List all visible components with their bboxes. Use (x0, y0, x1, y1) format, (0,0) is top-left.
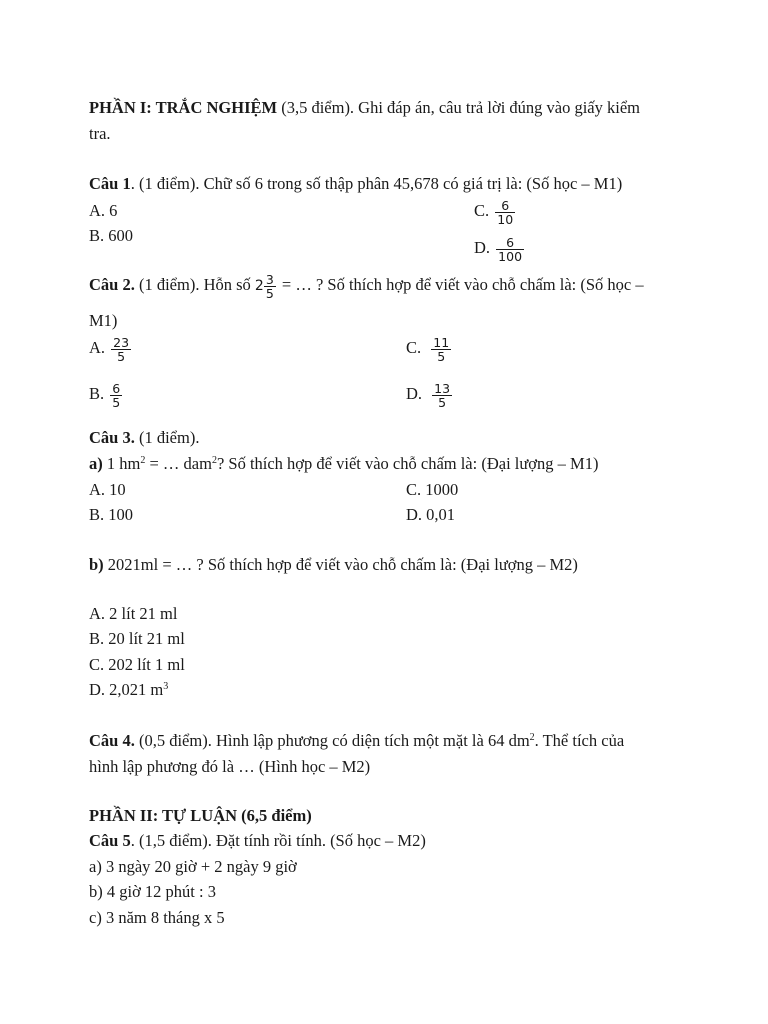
q3-text: (1 điểm). (134, 428, 200, 447)
part2-title: PHẦN II: TỰ LUẬN (6,5 điểm) (89, 806, 312, 825)
q2-option-a-fraction (111, 336, 131, 363)
q2-stem (89, 268, 644, 303)
q3b-option-a: A. 2 lít 21 ml (89, 604, 178, 623)
q5-text: . (1,5 điểm). Đặt tính rồi tính. (Số học – M2) (130, 831, 426, 850)
q1-option-d (474, 231, 526, 265)
q3a-sup-1: 2 (140, 455, 146, 466)
q5-item-c: c) 3 năm 8 tháng x 5 (89, 908, 225, 927)
q2-label: Câu 2. (89, 275, 135, 294)
q2-mixed-fraction (264, 273, 276, 300)
fraction-numerator: 6 (506, 234, 515, 250)
q2-option-d-prefix: D. (406, 384, 423, 403)
q3a-stem (89, 454, 598, 474)
q1-option-b: B. 600 (89, 226, 134, 245)
q2-option-a (89, 331, 133, 365)
q1-option-c-prefix: C. (474, 201, 490, 220)
q3b-option-b: B. 20 lít 21 ml (89, 629, 185, 648)
q1-option-a: A. 6 (89, 201, 118, 220)
q3a-label: a) (89, 454, 103, 473)
q2-option-b-prefix: B. (89, 384, 105, 403)
q1-option-d-prefix: D. (474, 238, 491, 257)
fraction-numerator: 6 (112, 380, 121, 396)
q3b-label: b) (89, 555, 104, 574)
fraction-numerator: 3 (265, 271, 274, 287)
q5-stem (89, 831, 426, 851)
q2-option-c-prefix: C. (406, 338, 422, 357)
q2-option-c-fraction (431, 336, 451, 363)
part1-intro: (3,5 điểm). Ghi đáp án, câu trả lời đúng vào giấy kiểm (277, 98, 640, 117)
q1-option-d-fraction (496, 236, 524, 263)
q5-item-a: a) 3 ngày 20 giờ + 2 ngày 9 giờ (89, 857, 297, 876)
q1-label: Câu 1 (89, 174, 131, 193)
part1-heading (89, 98, 640, 118)
q2-option-b (89, 377, 124, 411)
q3a-text-1: 1 hm (102, 454, 141, 473)
q4-sup: 2 (529, 732, 535, 743)
fraction-denominator: 5 (111, 349, 131, 363)
q3b-option-d-text: D. 2,021 m (89, 680, 164, 699)
q2-stem-cont: M1) (89, 311, 118, 330)
q2-option-c (406, 331, 453, 365)
q1-stem (89, 174, 622, 194)
q2-option-b-fraction (110, 382, 122, 409)
q2-option-a-prefix: A. (89, 338, 106, 357)
fraction-numerator: 6 (501, 197, 510, 213)
fraction-denominator: 5 (265, 285, 274, 301)
q4-text-2: . Thể tích của (534, 731, 625, 750)
q3a-option-d: D. 0,01 (406, 505, 456, 524)
q3-stem (89, 428, 199, 448)
q3b-text: 2021ml = … ? Số thích hợp để viết vào chỗ chấm là: (Đại lượng – M2) (103, 555, 578, 574)
q3a-text-3: ? Số thích hợp để viết vào chỗ chấm là: (Đại lượng – M1) (216, 454, 599, 473)
q2-text-after: = … ? Số thích hợp để viết vào chỗ chấm là: (Số học – (277, 275, 644, 294)
q3b-stem (89, 555, 578, 575)
fraction-numerator: 11 (433, 334, 450, 350)
q1-text: . (1 điểm). Chữ số 6 trong số thập phân 45,678 có giá trị là: (Số học – M1) (130, 174, 623, 193)
q1-option-c-fraction (495, 199, 515, 226)
q3b-option-d (89, 680, 168, 700)
fraction-denominator: 5 (432, 395, 452, 409)
q2-mixed-whole: 2 (254, 278, 264, 294)
q3a-option-c: C. 1000 (406, 480, 459, 499)
q4-stem (89, 731, 624, 751)
q1-option-c (474, 194, 517, 228)
q3a-text-2: = … dam (145, 454, 212, 473)
fraction-denominator: 100 (498, 248, 523, 264)
fraction-numerator: 13 (434, 380, 451, 396)
q4-stem-cont: hình lập phương đó là … (Hình học – M2) (89, 757, 371, 776)
q3a-option-a: A. 10 (89, 480, 126, 499)
part1-title: PHẦN I: TRẮC NGHIỆM (89, 98, 278, 117)
q3a-option-b: B. 100 (89, 505, 134, 524)
fraction-numerator: 23 (113, 334, 130, 350)
part1-intro-cont: tra. (89, 124, 111, 143)
q3b-option-d-sup: 3 (163, 681, 169, 692)
q3-label: Câu 3. (89, 428, 135, 447)
q2-text-before: (1 điểm). Hỗn số (134, 275, 255, 294)
q2-option-d-fraction (432, 382, 452, 409)
q3a-sup-2: 2 (211, 455, 217, 466)
fraction-denominator: 5 (431, 349, 451, 363)
q5-label: Câu 5 (89, 831, 131, 850)
q5-item-b: b) 4 giờ 12 phút : 3 (89, 882, 216, 901)
q3b-option-c: C. 202 lít 1 ml (89, 655, 185, 674)
q2-option-d (406, 377, 454, 411)
fraction-denominator: 5 (112, 394, 121, 410)
fraction-denominator: 10 (497, 211, 514, 227)
q4-label: Câu 4. (89, 731, 135, 750)
q4-text-1: (0,5 điểm). Hình lập phương có diện tích một mặt là 64 dm (134, 731, 530, 750)
